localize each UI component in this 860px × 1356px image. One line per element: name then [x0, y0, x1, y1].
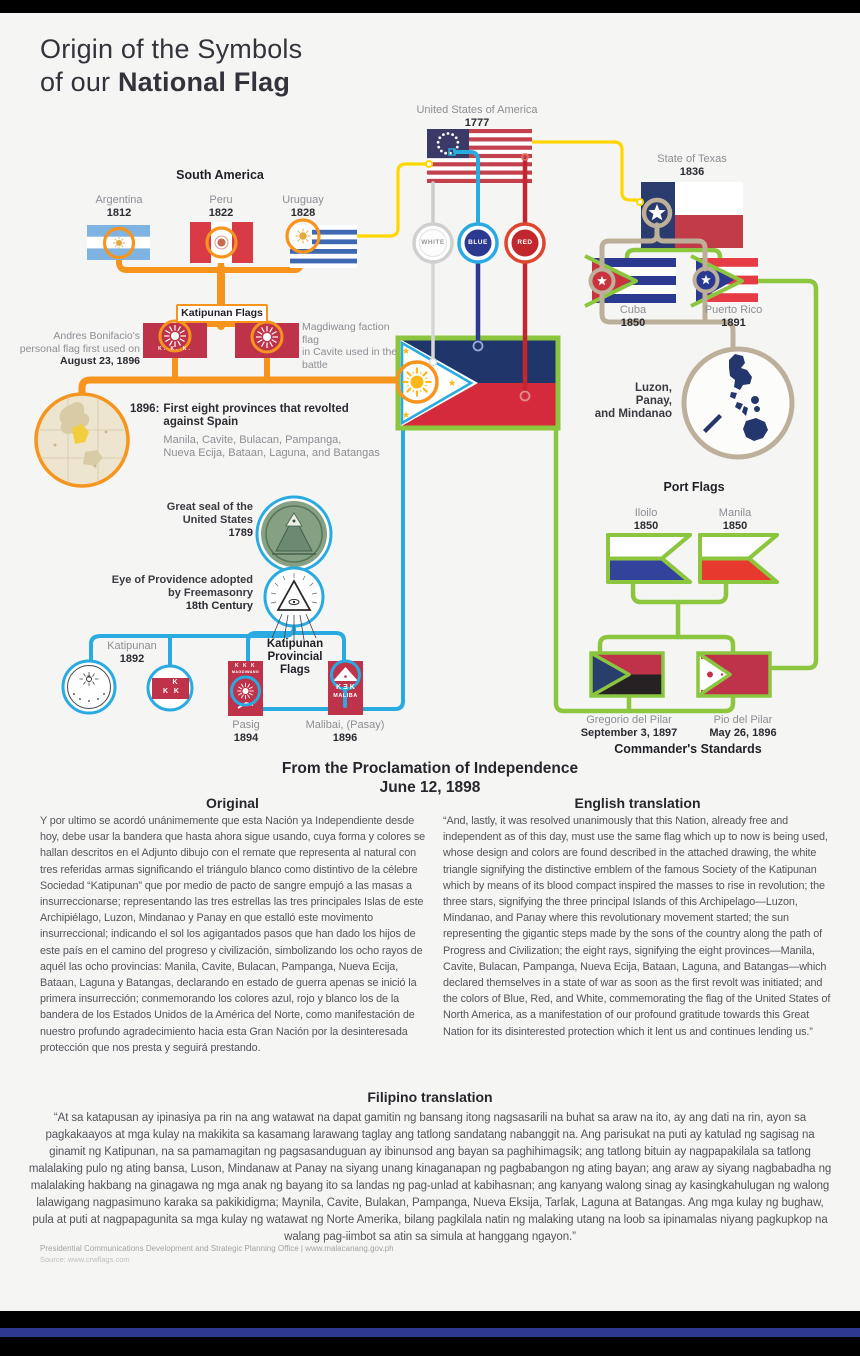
- text-english-translation: “And, lastly, it was resolved unanimously that this Nation, already free and independent as of this day, must use the same flag which up to now is being used, whose design and colors are found described in the attached drawing, the white triangle signifying the distinctive emblem of the famous Society of the Katipunan which by means of its blood compact inspired the masses to rise in revolution; the three stars, signifying the three principal Islands of this Archipelago—Luzon, Mindanao, and Panay where this revolutionary movement started; the sun representing the gigantic steps made by the sons of the country along the path of Progress and Civilization; the eight rays, signifying the eight provinces—Manila, Cavite, Bulacan, Pampanga, Nueva Ecija, Bataan, Laguna, and Batangas—which declared themselves in a state of war as soon as the first revolt was initiated; and the colors of Blue, Red, and White, commemorating the flag of the United States of North America, as a manifestation of our profound gratitude towards this Great Nation for its disinterested protection which it lent us and continues lending us.”: [443, 815, 831, 1038]
- katipunan-seal-node: [63, 661, 115, 713]
- caption-provinces-1896: [130, 403, 405, 459]
- text-original: Y por ultimo se acordó unánimemente que esta Nación ya Independiente desde hoy, debe usar la bandera que hasta ahora sigue usando, cuya forma y colores se hallan descritos en el Adjunto dibujo con el remate que representa al natural con tres referidas armas significando el triángulo blanco como distintivo de la célebre Sociedad “Katipunan” que por medio de pacto de sangre empujó a las masas a insurreccionarse; representando las tres estrellas las tres principales Islas de este Archipiélago, Luzon, Mindanao y Panay en que estalló este movimento insurreccional; indicando el sol los agigantados pasos que han dado los hijos de este país en el camino del progreso y civilización, simbolizando los ocho rayos de aquél las ocho provincias: Manila, Cavite, Bulacan, Pampanga, Nueva Ecija, Bataan, Laguna y Batangas, declarando en estado de guerra apenas se inició la primera insurrección; conmemorando los colores azul, rojo y blanco los de la bandera de los Estados Unidos de la América del Norte, como manifestación de nuestro profundo agradecimiento hacia esta Gran Nación por la desinteresada protección que nos presta y seguirá prestando.: [40, 815, 426, 1054]
- label-pasig: Pasig 1894: [232, 719, 260, 744]
- heading-port-flags: Port Flags: [663, 480, 725, 494]
- label-argentina: Argentina 1812: [95, 194, 143, 219]
- label-gregorio-del-pilar: Gregorio del Pilar September 3, 1897: [580, 714, 678, 739]
- label-usa: United States of America 1777: [416, 104, 538, 129]
- caption-great-seal: Great seal of the United States 1789: [166, 501, 253, 539]
- kkk-circle-top-letter: K: [172, 679, 178, 686]
- page-title-line2: of our National Flag: [40, 67, 291, 97]
- heading-english-translation: English translation: [574, 795, 701, 811]
- provinces-text: First eight provinces that revolted against Spain Manila, Cavite, Bulacan, Pampanga, Nueva Ecija, Bataan, Laguna, and Batangas: [163, 403, 380, 459]
- flag-uruguay: [290, 225, 357, 268]
- label-malibai: Malibai, (Pasay) 1896: [305, 719, 385, 744]
- label-peru: Peru 1822: [208, 194, 234, 219]
- label-iloilo: Iloilo 1850: [633, 507, 659, 532]
- pennant-manila: [700, 535, 777, 582]
- page-title: [40, 33, 302, 99]
- label-uruguay: Uruguay 1828: [282, 194, 324, 219]
- label-texas: State of Texas 1836: [657, 153, 727, 178]
- label-cuba: Cuba 1850: [619, 304, 647, 329]
- white-circle-label: WHITE: [421, 239, 445, 246]
- malibai-letters: K Ǝ K: [336, 684, 355, 691]
- footer-source: Source: www.crwflags.com: [40, 1255, 130, 1264]
- katipunan-seal-letter: K: [87, 674, 91, 679]
- blue-circle-label: BLUE: [468, 239, 488, 246]
- eye-of-providence-node: [265, 568, 323, 641]
- philippines-map-circle: [684, 349, 792, 457]
- heading-south-america: South America: [176, 168, 264, 182]
- katipunan-left-letters: K. K. K.: [158, 346, 192, 352]
- caption-magdiwang: Magdiwang faction flag in Cavite used in the battle: [302, 321, 398, 371]
- provinces-year: 1896:: [130, 403, 160, 415]
- great-seal-node: [257, 497, 331, 571]
- proclamation-heading: From the Proclamation of Independence June 12, 1898: [281, 760, 579, 796]
- pasig-letters: K K K: [234, 663, 257, 669]
- kkk-circle-bottom-letters: K K: [163, 688, 179, 695]
- old-map-circle: [36, 394, 128, 486]
- flag-pio-del-pilar: [698, 653, 770, 696]
- label-pio-del-pilar: Pio del Pilar May 26, 1896: [709, 714, 777, 739]
- red-circle-label: RED: [517, 239, 533, 246]
- malibai-word: MALIBA: [333, 693, 358, 699]
- footer-credit: Presidential Communications Development and Strategic Planning Office | www.malacanang.gov.ph: [40, 1244, 394, 1253]
- caption-bonifacio: Andres Bonifacio's personal flag first used on August 23, 1896: [19, 330, 140, 367]
- heading-provincial-flags: Katipunan Provincial Flags: [266, 638, 324, 676]
- flag-argentina: [87, 225, 150, 260]
- caption-eye-of-providence: Eye of Providence adopted by Freemasonry 18th Century: [111, 574, 253, 612]
- pennant-iloilo: [608, 535, 690, 582]
- label-manila: Manila 1850: [718, 507, 752, 532]
- flag-puerto-rico: [691, 256, 758, 306]
- flag-katipunan-bonifacio: [143, 323, 207, 358]
- katipunan-flags-box: Katipunan Flags: [176, 304, 268, 323]
- flag-philippines: [398, 338, 558, 428]
- heading-filipino-translation: Filipino translation: [367, 1089, 493, 1105]
- bottom-blue-strip: [0, 1328, 860, 1337]
- pasig-word: MAGDIWANG: [231, 670, 260, 674]
- label-puerto-rico: Puerto Rico 1891: [704, 304, 763, 329]
- heading-original: Original: [206, 795, 259, 811]
- text-filipino-translation: “At sa katapusan ay ipinasiya pa rin na ang watawat na dapat gamitin ng bansang itong nagsasarili na buhat sa araw na ito, ay ang dati na rin, ayon sa pagkakaayos at mga kulay na makikita sa kasamang larawang taglay ang tatlong sandatang nabanggit na. Ang parisukat na puti ay katulad ng sagisag na ginamit ng Katipunan, na sa pamamagitan ng pagsasanduguan ay ibinunsod ang bayan sa paghihimagsik; ang tatlong bituin ay nagpapakilala sa tatlong malalaking pulo ng ating bansa, Luson, Mindanaw at Panay na siyang unang kinaganapan ng pagbabangon ng ating bayan; ang araw ay siyang nagbabadha ng malalaking hakbang na ginagawa ng mga anak ng bayang ito sa landas ng pag-unlad at kabihasnan; ang kanyang walong sinag ay kasingkahulugan ng walong lalawigang nagpasimuno karaka sa pakikidigma; Maynila, Cavite, Bulakan, Pampanga, Nueva Eksija, Tarlak, Laguna at Batangas. Ang mga kulay ng bughaw, pula at puti at nagpapagunita sa mga kulay ng watawat ng Norte Amerika, bilang pagkilala natin ng malaking utang na loob sa ipinamalas niyang pagkupkop na walang pag-iimbot sa atin sa simula at hanggang ngayon.”: [28, 1112, 832, 1243]
- page-title-line1: Origin of the Symbols: [40, 34, 303, 64]
- flag-gregorio-del-pilar: [591, 653, 663, 696]
- caption-luzon-panay-mindanao: Luzon, Panay, and Mindanao: [594, 382, 672, 420]
- heading-commanders-standards: Commander's Standards: [614, 742, 762, 756]
- flag-cuba: [585, 256, 676, 306]
- label-katipunan-1892: Katipunan 1892: [107, 640, 157, 665]
